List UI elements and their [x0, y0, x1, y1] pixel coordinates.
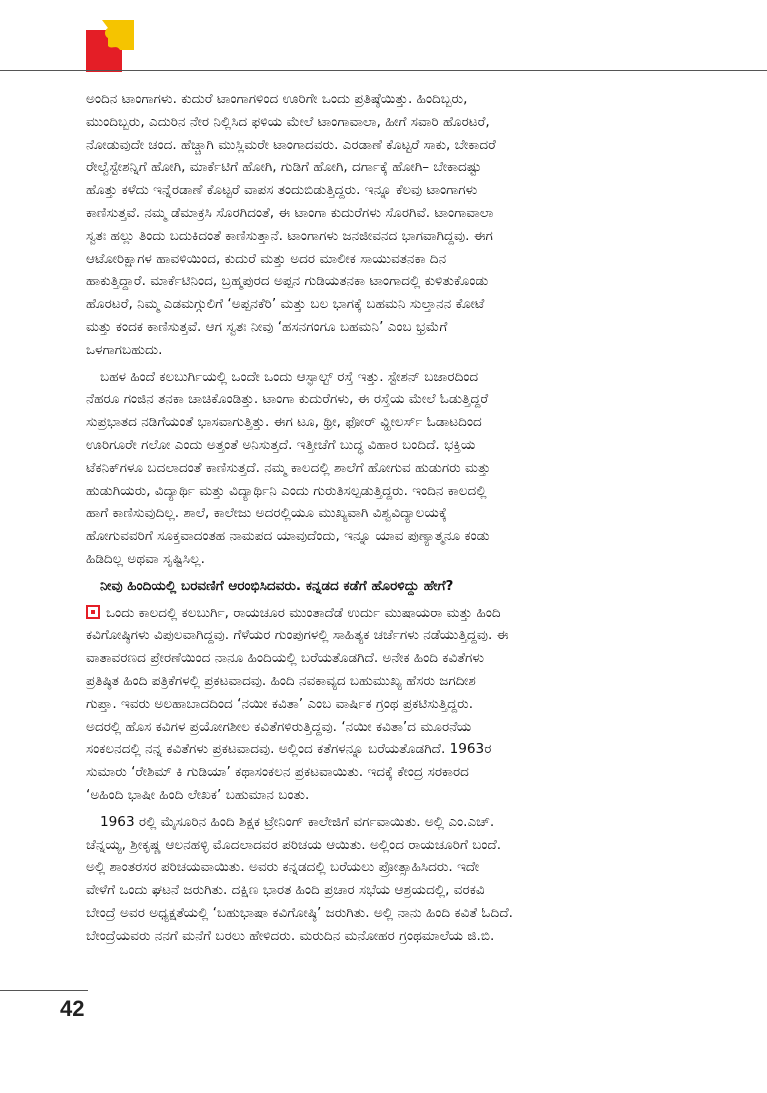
paragraph: [86, 88, 686, 362]
page-number: 42: [60, 996, 85, 1021]
text-line: ಟೆಕನಿಕ್‌ಗಳೂ ಬದಲಾದಂತೆ ಕಾಣಿಸುತ್ತದೆ. ನಮ್ಮ ಕಾಲದಲ್ಲಿ ಶಾಲೆಗೆ ಹೋಗುವ ಹುಡುಗರು ಮತ್ತು: [86, 459, 491, 476]
text-line: ಬಹಳ ಹಿಂದೆ ಕಲಬುರ್ಗಿಯಲ್ಲಿ ಒಂದೇ ಒಂದು ಆಸ್ಫಾಲ್ಟ್ ರಸ್ತೆ ಇತ್ತು. ಸ್ಟೇಶನ್ ಬಜಾರದಿಂದ: [100, 368, 479, 385]
text-line: ಹುಡುಗಿಯರು, ವಿದ್ಯಾರ್ಥಿ ಮತ್ತು ವಿದ್ಯಾರ್ಥಿನಿ ಎಂದು ಗುರುತಿಸಲ್ಪಡುತ್ತಿದ್ದರು. ಇಂದಿನ ಕಾಲದಲ್ಲಿ: [86, 482, 487, 499]
text-line: ಚೆನ್ನಯ್ಯ, ಶ್ರೀಕೃಷ್ಣ ಆಲನಹಳ್ಳಿ ಮೊದಲಾದವರ ಪರಿಚಯ ಆಯಿತು. ಅಲ್ಲಿಂದ ರಾಯಚೂರಿಗೆ ಬಂದೆ.: [86, 836, 502, 853]
text-line: ಪ್ರತಿಷ್ಠಿತ ಹಿಂದಿ ಪತ್ರಿಕೆಗಳಲ್ಲಿ ಪ್ರಕಟವಾದವು. ಹಿಂದಿ ನವಕಾವ್ಯದ ಬಹುಮುಖ್ಯ ಹೆಸರು ಜಗದೀಶ: [86, 672, 476, 689]
text-line: ಹೊತ್ತು ಕಳೆದು ಇನ್ನೆರಡಾಣೆ ಕೊಟ್ಟರೆ ವಾಪಸ ತಂದುಬಿಡುತ್ತಿದ್ದರು. ಇನ್ನೂ ಕೆಲವು ಟಾಂಗಾಗಳು: [86, 182, 478, 199]
paragraph: [86, 811, 686, 948]
text-line: ಅಂದಿನ ಟಾಂಗಾಗಳು. ಕುದುರೆ ಟಾಂಗಾಗಳಿಂದ ಊರಿಗೇ ಒಂದು ಪ್ರತಿಷ್ಠೆಯಿತ್ತು. ಹಿಂದಿಬ್ಬರು,: [86, 91, 468, 107]
paragraph: [86, 366, 686, 571]
text-line: ನೆಹರೂ ಗಂಜಿನ ತನಕಾ ಚಾಚಿಕೊಂಡಿತ್ತು. ಟಾಂಗಾ ಕುದುರೆಗಳು, ಈ ರಸ್ತೆಯ ಮೇಲೆ ಓಡುತ್ತಿದ್ದರೆ: [86, 391, 489, 408]
text-line: ಸಂಕಲನದಲ್ಲಿ ನನ್ನ ಕವಿತೆಗಳು ಪ್ರಕಟವಾದವು. ಅಲ್ಲಿಂದ ಕತೆಗಳನ್ನೂ ಬರೆಯತೊಡಗಿದೆ. 1963ರ: [86, 741, 492, 758]
text-line: ಹೋಗುವವರಿಗೆ ಸೂಕ್ತವಾದಂತಹ ನಾಮಪದ ಯಾವುದೆಂದು, ಇನ್ನೂ ಯಾವ ಪುಣ್ಯಾತ್ಮನೂ ಕಂಡು: [86, 528, 490, 545]
publisher-logo: [86, 20, 134, 72]
text-line: ರೇಲ್ವೆಸ್ಟೇಶನ್ನಿಗೆ ಹೋಗಿ, ಮಾರ್ಕೆಟಿಗೆ ಹೋಗಿ, ಗುಡಿಗೆ ಹೋಗಿ, ದರ್ಗಾಕ್ಕೆ ಹೋಗಿ– ಬೇಕಾದಷ್ಟು: [86, 159, 482, 176]
text-line: ನೋಡುವುದೇ ಚಂದ. ಹೆಚ್ಚಾಗಿ ಮುಸ್ಲಿಮರೇ ಟಾಂಗಾದವರು. ಎರಡಾಣೆ ಕೊಟ್ಟರೆ ಸಾಕು, ಬೇಕಾದರೆ: [86, 136, 496, 153]
text-line: ‘ಅಹಿಂದಿ ಭಾಷೀ ಹಿಂದಿ ಲೇಖಕ’ ಬಹುಮಾನ ಬಂತು.: [86, 786, 310, 803]
text-line: 1963 ರಲ್ಲಿ ಮೈಸೂರಿನ ಹಿಂದಿ ಶಿಕ್ಷಕ ಟ್ರೇನಿಂಗ್ ಕಾಲೇಜಿಗೆ ವರ್ಗವಾಯಿತು. ಅಲ್ಲಿ ಎಂ.ಎಚ್.: [100, 813, 495, 830]
text-line: ಕವಿಗೋಷ್ಠಿಗಳು ವಿಪುಲವಾಗಿದ್ದವು. ಗೆಳೆಯರ ಗುಂಪುಗಳಲ್ಲಿ ಸಾಹಿತ್ಯಕ ಚರ್ಚೆಗಳು ನಡೆಯುತ್ತಿದ್ದವು. ಈ: [86, 627, 509, 644]
text-line: ಕಾಣಿಸುತ್ತವೆ. ನಮ್ಮ ಡೆಮಾಕ್ರಸಿ ಸೊರಗಿದಂತೆ, ಈ ಟಾಂಗಾ ಕುದುರೆಗಳು ಸೊರಗಿವೆ. ಟಾಂಗಾವಾಲಾ: [86, 204, 494, 221]
interview-answer: [86, 602, 686, 807]
text-line: ಹೊರಟರೆ, ನಿಮ್ಮ ಎಡಮಗ್ಗುಲಿಗೆ ‘ಅಪ್ಪನಕೆರಿ’ ಮತ್ತು ಬಲ ಭಾಗಕ್ಕೆ ಬಹಮನಿ ಸುಲ್ತಾನನ ಕೋಟೆ: [86, 296, 485, 313]
text-line: ಹಾಕುತ್ತಿದ್ದಾರೆ. ಮಾರ್ಕೆಟಿನಿಂದ, ಬ್ರಹ್ಮಪುರದ ಅಪ್ಪನ ಗುಡಿಯತನಕಾ ಟಾಂಗಾದಲ್ಲಿ ಕುಳಿತುಕೊಂಡು: [86, 273, 489, 290]
text-line: ಹಿಡಿದಿಲ್ಲ ಅಥವಾ ಸೃಷ್ಟಿಸಿಲ್ಲ.: [86, 550, 205, 567]
text-line: ವಾತಾವರಣದ ಪ್ರೇರಣೆಯಿಂದ ನಾನೂ ಹಿಂದಿಯಲ್ಲಿ ಬರೆಯತೊಡಗಿದೆ. ಅನೇಕ ಹಿಂದಿ ಕವಿತೆಗಳು: [86, 650, 485, 667]
text-line: ಅಲ್ಲಿ ಶಾಂತರಸರ ಪರಿಚಯವಾಯಿತು. ಅವರು ಕನ್ನಡದಲ್ಲಿ ಬರೆಯಲು ಪ್ರೋತ್ಸಾಹಿಸಿದರು. ಇದೇ: [86, 859, 480, 876]
header-rule: [0, 70, 767, 71]
text-line: ನೀವು ಹಿಂದಿಯಲ್ಲಿ ಬರವಣಿಗೆ ಆರಂಭಿಸಿದವರು. ಕನ್ನಡದ ಕಡೆಗೆ ಹೊರಳಿದ್ದು ಹೇಗೆ?: [100, 577, 454, 594]
text-line: ಗುಪ್ತಾ. ಇವರು ಅಲಹಾಬಾದದಿಂದ ‘ನಯೀ ಕವಿತಾ’ ಎಂಬ ವಾರ್ಷಿಕ ಗ್ರಂಥ ಪ್ರಕಟಿಸುತ್ತಿದ್ದರು.: [86, 695, 474, 712]
text-line: ಊರಿಗೂರೇ ಗಲೋ ಎಂದು ಅತ್ತಂತೆ ಅನಿಸುತ್ತದೆ. ಇತ್ತೀಚೆಗೆ ಬುದ್ಧ ವಿಹಾರ ಬಂದಿದೆ. ಭಕ್ತಿಯ: [86, 436, 476, 453]
answer-marker-icon: [86, 604, 100, 618]
article-body: [86, 88, 686, 947]
text-line: ಸ್ವತಃ ಹಲ್ಲು ತಿಂದು ಬದುಕಿದಂತೆ ಕಾಣಿಸುತ್ತಾನೆ. ಟಾಂಗಾಗಳು ಜನಜೀವನದ ಭಾಗವಾಗಿದ್ದವು. ಈಗ: [86, 227, 493, 244]
text-line: ಸುಪ್ರಭಾತದ ನಡಿಗೆಯಂತೆ ಭಾಸವಾಗುತ್ತಿತ್ತು. ಈಗ ಟೂ, ಥ್ರೀ, ಫೋರ್ ವ್ಹೀಲರ್ಸ್ ಓಡಾಟದಿಂದ: [86, 414, 482, 431]
text-line: ಒಳಗಾಗಬಹುದು.: [86, 341, 163, 358]
text-line: ವೇಳೆಗೆ ಒಂದು ಘಟನೆ ಜರುಗಿತು. ದಕ್ಷಿಣ ಭಾರತ ಹಿಂದಿ ಪ್ರಚಾರ ಸಭೆಯ ಆಶ್ರಯದಲ್ಲಿ, ವರಕವಿ: [86, 882, 485, 899]
text-line: ಮುಂದಿಬ್ಬರು, ಎದುರಿನ ನೇರ ನಿಲ್ಲಿಸಿದ ಫಳಿಯ ಮೇಲೆ ಟಾಂಗಾವಾಲಾ, ಹೀಗೆ ಸವಾರಿ ಹೊರಟರೆ,: [86, 113, 490, 130]
text-line: ಅದರಲ್ಲಿ ಹೊಸ ಕವಿಗಳ ಪ್ರಯೋಗಶೀಲ ಕವಿತೆಗಳಿರುತ್ತಿದ್ದವು. ‘ನಯೀ ಕವಿತಾ’ದ ಮೂರನೆಯ: [86, 718, 472, 735]
text-line: ಹಾಗೆ ಕಾಣಿಸುವುದಿಲ್ಲ. ಶಾಲೆ, ಕಾಲೇಜು ಅದರಲ್ಲಿಯೂ ಮುಖ್ಯವಾಗಿ ವಿಶ್ವವಿದ್ಯಾಲಯಕ್ಕೆ: [86, 505, 447, 522]
footer-rule: [0, 990, 88, 991]
interview-question: [86, 575, 686, 598]
text-line: ಆಟೋರಿಕ್ಷಾಗಳ ಹಾವಳಿಯಿಂದ, ಕುದುರೆ ಮತ್ತು ಅದರ ಮಾಲೀಕ ಸಾಯುವತನಕಾ ದಿನ: [86, 250, 447, 267]
text-line: ಸುಮಾರು ‘ರೇಶಿಮ್ ಕಿ ಗುಡಿಯಾ’ ಕಥಾಸಂಕಲನ ಪ್ರಕಟವಾಯಿತು. ಇದಕ್ಕೆ ಕೇಂದ್ರ ಸರಕಾರದ: [86, 764, 469, 781]
text-line: ಮತ್ತು ಕಂದಕ ಕಾಣಿಸುತ್ತವೆ. ಆಗ ಸ್ವತಃ ನೀವು ‘ಹಸನಗಂಗೂ ಬಹಮನಿ’ ಎಂಬ ಭ್ರಮೆಗೆ: [86, 318, 448, 335]
text-line: ಬೇಂದ್ರೆಯವರು ನನಗೆ ಮನೆಗೆ ಬರಲು ಹೇಳಿದರು. ಮರುದಿನ ಮನೋಹರ ಗ್ರಂಥಮಾಲೆಯ ಜಿ.ಬಿ.: [86, 927, 495, 944]
text-line: ಒಂದು ಕಾಲದಲ್ಲಿ ಕಲಬುರ್ಗಿ, ರಾಯಚೂರ ಮುಂತಾದೆಡೆ ಉರ್ದು ಮುಷಾಯರಾ ಮತ್ತು ಹಿಂದಿ: [106, 604, 501, 621]
text-line: ಬೇಂದ್ರೆ ಅವರ ಅಧ್ಯಕ್ಷತೆಯಲ್ಲಿ ‘ಬಹುಭಾಷಾ ಕವಿಗೋಷ್ಠಿ’ ಜರುಗಿತು. ಅಲ್ಲಿ ನಾನು ಹಿಂದಿ ಕವಿತೆ ಓದಿದೆ.: [86, 904, 513, 921]
